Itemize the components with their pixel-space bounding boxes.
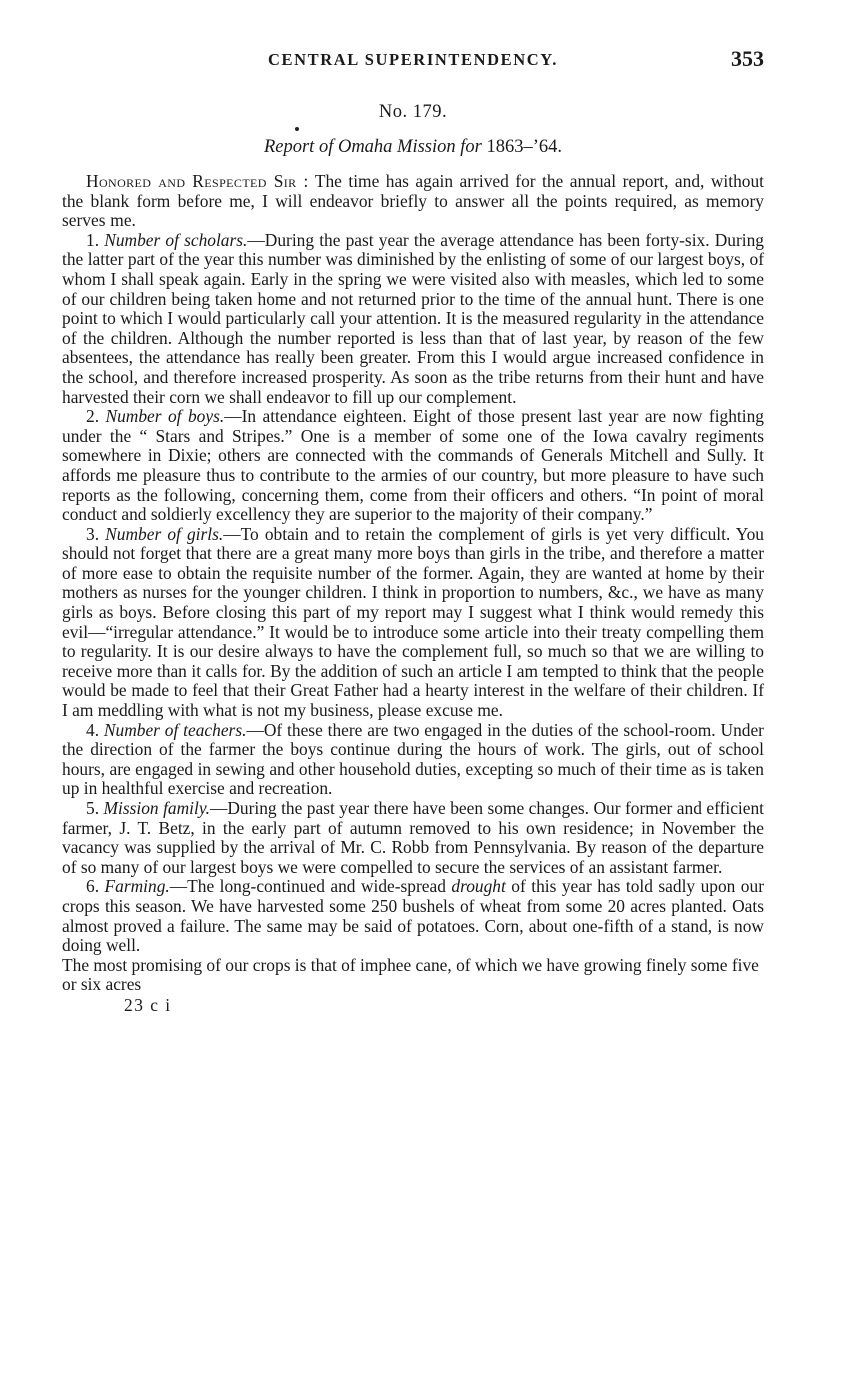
section-heading: Farming. <box>104 876 170 897</box>
section-emphasis: drought <box>451 876 506 897</box>
document-title-year: 1863–’64. <box>486 137 563 157</box>
section-number: 6. <box>86 876 100 897</box>
salutation: Honored and Respected Sir : <box>86 171 309 191</box>
intro-paragraph <box>62 172 764 231</box>
section-text: —During the past year there have been some changes. Our former and efficient farmer, J. T. Betz, in the early part of autumn removed to his own residence; in November the vacancy was supplied by the arrival of Mr. C. Robb from Pennsylvania. By reason of the departure of so many of our largest boys we were compelled to secure the services of an assistant farmer. <box>62 798 765 877</box>
section-number: 1. <box>86 229 100 250</box>
section-mission-family <box>62 799 764 877</box>
section-number: 2. <box>86 406 100 427</box>
section-heading: Number of girls. <box>105 523 224 544</box>
document-number: No. 179. <box>378 102 448 122</box>
section-number: 3. <box>86 523 100 544</box>
document-title <box>62 137 764 158</box>
section-heading: Number of boys. <box>105 406 225 427</box>
section-heading: Mission family. <box>103 798 210 818</box>
section-teachers <box>62 721 764 799</box>
section-text: —Of these there are two engaged in the duties of the school-room. Under the direction of the farmer the boys continue during the hours of work. The girls, out of school hours, are engaged in sewing and other household duties, excepting so much of their time as is taken up in healthful exercise and recreation. <box>62 719 764 799</box>
section-text: —In attendance eighteen. Eight of those present last year are now fighting under the “ Stars and Stripes.” One is a member of some one of the Iowa cavalry regiments somewhere in Dixie; others are connected with the commands of Generals Mitchell and Sully. It affords me pleasure thus to contribute to the armies of our country, but more pleasure to have such reports as the following, concerning them, come from their officers and others. “In point of moral conduct and soldierly excellency they are superior to the majority of their company.” <box>62 406 764 525</box>
section-text: —To obtain and to retain the complement of girls is yet very difficult. You should not forget that there are a great many more boys than girls in the tribe, and therefore a matter of more ease to obtain the requisite number of the former. Again, they are wanted at home by their mothers as nurses for the younger children. I think in proportion to numbers, &c., we have as many girls as boys. Before closing this part of my report may I suggest what I think would remedy this evil—“irregular attendance.” It would be to introduce some article into their treaty compelling them to regularity. It is our desire always to have the complement full, so much so that we are willing to receive more than it calls for. By the addition of such an article I am tempted to think that the people would be made to feel that their Great Father had a hearty interest in the welfare of their children. If I am meddling with what is not my business, please excuse me. <box>62 523 764 721</box>
section-number: 5. <box>86 798 100 818</box>
section-heading: Number of teachers. <box>103 719 247 740</box>
section-girls <box>62 525 764 721</box>
document-title-text: Report of Omaha Mission for <box>263 137 487 157</box>
running-header <box>62 46 764 78</box>
section-text-a: —The long-continued and wide-spread <box>169 876 452 897</box>
section-scholars <box>62 231 764 407</box>
intro-text: The time has again arrived for the annual report, and, without the blank form before me, I will endeavor briefly to answer all the points required, as memory serves me. <box>62 171 764 231</box>
closing-paragraph <box>62 956 764 995</box>
closing-text: The most promising of our crops is that of imphee cane, of which we have growing finely some five or six acres <box>62 954 759 995</box>
page-number: 353 <box>731 46 764 71</box>
document-page <box>62 46 764 1016</box>
section-boys <box>62 407 764 525</box>
section-text-b: of this year has told sadly upon our crops this season. We have harvested some 250 bushels of wheat from some 20 acres planted. Oats almost proved a failure. The same may be said of potatoes. Corn, about one-fifth of a stand, is now doing well. <box>62 876 764 956</box>
section-number: 4. <box>86 719 100 740</box>
signature-mark: 23 c i <box>124 994 172 1015</box>
running-title: CENTRAL SUPERINTENDENCY. <box>268 50 558 69</box>
section-heading: Number of scholars. <box>104 229 248 250</box>
section-text: —During the past year the average attendance has been forty-six. During the latter part of the year this number was diminished by the enlisting of some of our largest boys, of whom I shall speak again. Early in the spring we were visited also with measles, which led to some of our children being taken home and not returned prior to the time of the annual hunt. There is one point to which I would particularly call your attention. It is the measured regularity in the attendance of the children. Although the number reported is less than that of last year, by reason of the few absentees, the attendance has really been greater. From this I would argue increased confidence in the school, and therefore increased prosperity. As soon as the tribe returns from their hunt and have harvested their corn we shall endeavor to fill up our complement. <box>62 229 764 407</box>
section-farming <box>62 877 764 955</box>
